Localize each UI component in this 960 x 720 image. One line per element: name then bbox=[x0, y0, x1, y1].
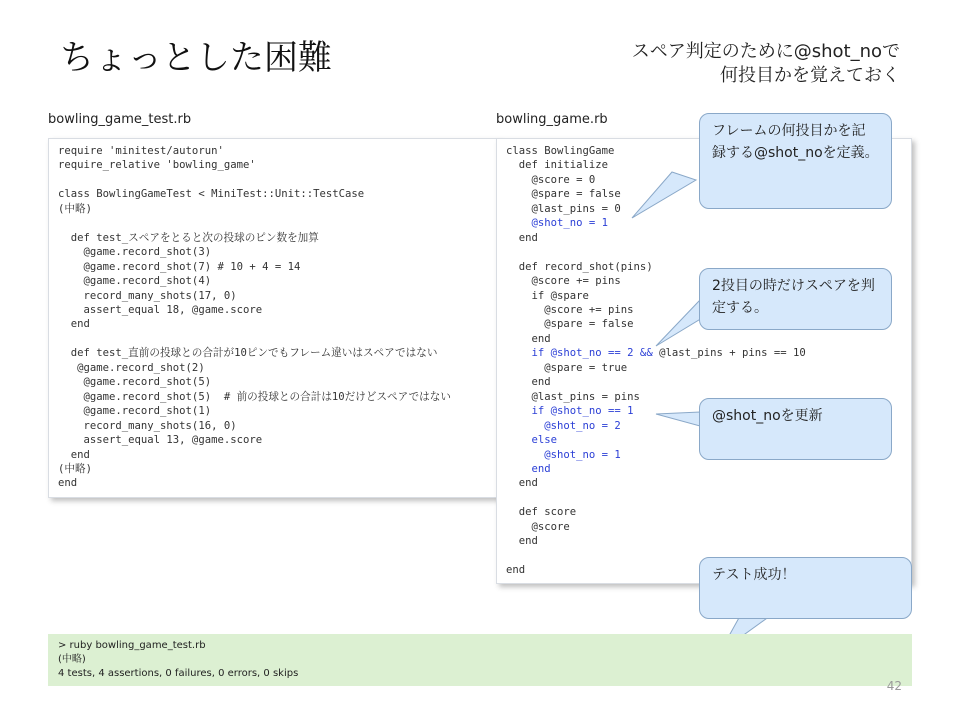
source-code-line: @spare = true bbox=[506, 361, 628, 374]
terminal-command: > ruby bowling_game_test.rb bbox=[58, 640, 206, 651]
terminal-output bbox=[48, 634, 912, 686]
source-code-line: @spare = false bbox=[506, 188, 621, 201]
source-code-line: if @spare bbox=[506, 289, 589, 302]
source-code-line: def score bbox=[506, 506, 577, 519]
source-code-line: end bbox=[506, 231, 538, 244]
slide-subtitle bbox=[560, 40, 900, 88]
source-code-line: end bbox=[506, 376, 551, 389]
source-code-line: end bbox=[506, 332, 551, 345]
source-code-line: end bbox=[506, 535, 538, 548]
subtitle-line-2: 何投目かを覚えておく bbox=[720, 65, 900, 86]
source-code-line: @score += pins bbox=[506, 275, 621, 288]
callout-test-success: テスト成功！ bbox=[699, 557, 912, 619]
source-code-line: @shot_no = 2 bbox=[506, 419, 621, 432]
source-code-line: def initialize bbox=[506, 159, 609, 172]
slide-title: ちょっとした困難 bbox=[60, 38, 332, 78]
source-code-line: @shot_no = 1 bbox=[506, 217, 609, 230]
terminal-result: 4 tests, 4 assertions, 0 failures, 0 errors, 0 skips bbox=[58, 668, 299, 679]
source-code-line: else bbox=[506, 434, 558, 447]
terminal-omitted: (中略) bbox=[58, 654, 86, 665]
source-code-line: @shot_no = 1 bbox=[506, 448, 621, 461]
callout-spare-judge: 2投目の時だけスペアを判定する。 bbox=[699, 268, 892, 330]
subtitle-line-1: スペア判定のために@shot_noで bbox=[631, 41, 900, 62]
source-code-line: @last_pins = 0 bbox=[506, 202, 621, 215]
source-code-line: @score += pins bbox=[506, 303, 634, 316]
source-code-line: @score = 0 bbox=[506, 173, 596, 186]
source-code-line: class BowlingGame bbox=[506, 145, 615, 157]
source-code-line: end bbox=[506, 477, 538, 490]
source-code-line: @last_pins = pins bbox=[506, 390, 640, 403]
source-code-line: @spare = false bbox=[506, 318, 634, 331]
callout-update-shot-no: @shot_noを更新 bbox=[699, 398, 892, 460]
test-code-panel bbox=[48, 138, 498, 498]
callout-define-shot-no: フレームの何投目かを記録する@shot_noを定義。 bbox=[699, 113, 892, 209]
source-file-label: bowling_game.rb bbox=[496, 112, 608, 127]
source-code-line: if @shot_no == 1 bbox=[506, 405, 634, 418]
source-code-line: if @shot_no == 2 && @last_pins + pins == 10 bbox=[506, 347, 806, 360]
test-file-label: bowling_game_test.rb bbox=[48, 112, 192, 127]
source-code-line: end bbox=[506, 462, 551, 475]
source-code-line: end bbox=[506, 564, 526, 577]
test-code-block: require 'minitest/autorun' require_relative 'bowling_game' class BowlingGameTest < MiniTest::Unit::TestCase (中略) def test_スペアをとると次の投球のピン数を加算 @game.record_shot(3) @game.record_shot(7) # 10 + 4 = 14 @game.record_shot(4) record_many_shots(17, 0) assert_equal 18, @game.score end def test_直前の投球との合計が10ピンでもフレーム違いはスペアではない @game.record_shot(2) @game.record_shot(5) @game.record_shot(5) # 前の投球との合計は10だけどスペアではない @game.record_shot(1) record_many_shots(16, 0) assert_equal 13, @game.score end (中略) end bbox=[58, 145, 451, 490]
page-number: 42 bbox=[886, 679, 902, 693]
source-code-line: @score bbox=[506, 520, 570, 533]
source-code-line: def record_shot(pins) bbox=[506, 260, 653, 273]
